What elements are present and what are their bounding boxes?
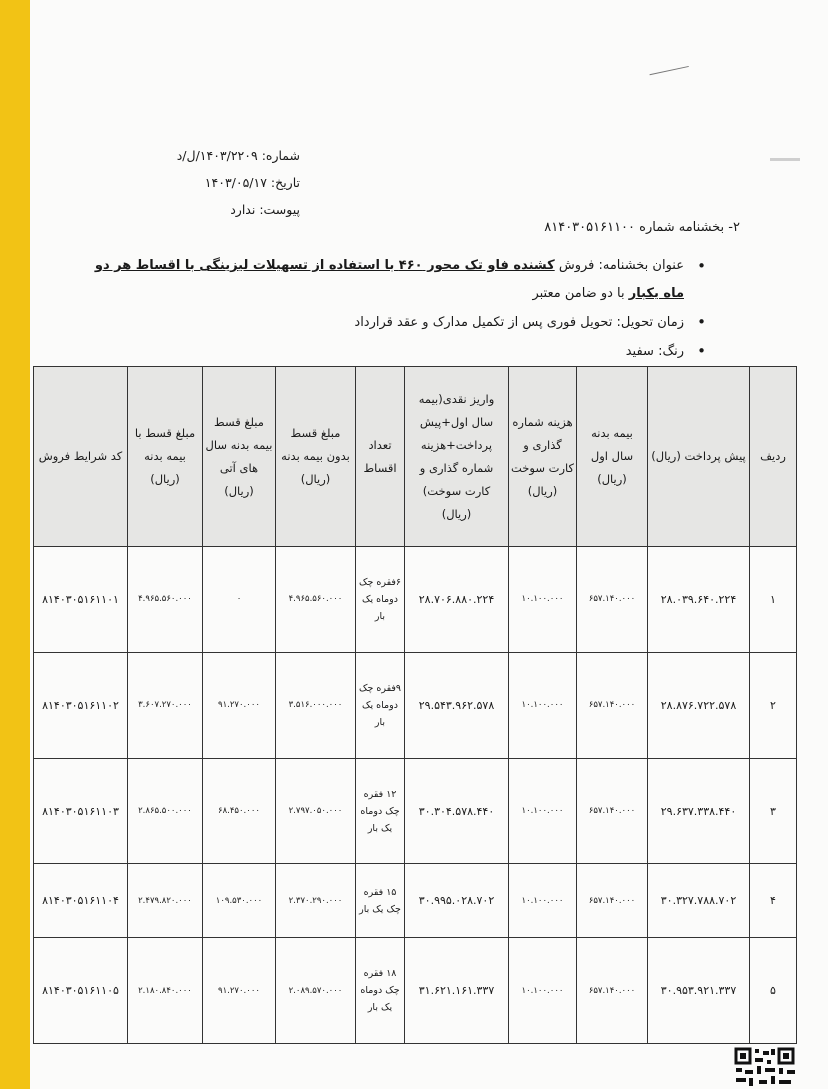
cell-installment-count: ۱۵ فقره چک یک بار xyxy=(356,864,405,938)
table-row xyxy=(34,758,797,864)
cell-plate-fee: ۱۰.۱۰۰.۰۰۰ xyxy=(509,864,577,938)
cell-installment-with-insurance: ۲.۴۷۹.۸۲۰.۰۰۰ xyxy=(128,864,203,938)
color-item: • رنگ: سفید xyxy=(80,337,708,366)
cell-installment-with-insurance: ۳.۶۰۷.۲۷۰.۰۰۰ xyxy=(128,652,203,758)
page-edge-strip xyxy=(0,0,30,1089)
cell-down-payment: ۲۸.۰۳۹.۶۴۰.۲۲۴ xyxy=(648,547,750,653)
cell-installment-no-insurance: ۲.۰۸۹.۵۷۰.۰۰۰ xyxy=(276,938,356,1044)
header-installment-no-insurance: مبلغ قسط بدون بیمه بدنه (ریال) xyxy=(276,367,356,547)
cell-sales-code: ۸۱۴۰۳۰۵۱۶۱۱۰۳ xyxy=(34,758,128,864)
cell-down-payment: ۳۰.۳۲۷.۷۸۸.۷۰۲ xyxy=(648,864,750,938)
table-row xyxy=(34,652,797,758)
cell-cash-deposit: ۳۰.۳۰۴.۵۷۸.۴۴۰ xyxy=(405,758,509,864)
cell-installment-with-insurance: ۲.۸۶۵.۵۰۰.۰۰۰ xyxy=(128,758,203,864)
cell-installment-no-insurance: ۲.۳۷۰.۲۹۰.۰۰۰ xyxy=(276,864,356,938)
cell-down-payment: ۲۸.۸۷۶.۷۲۲.۵۷۸ xyxy=(648,652,750,758)
qr-code-icon xyxy=(733,1046,799,1089)
cell-sales-code: ۸۱۴۰۳۰۵۱۶۱۱۰۵ xyxy=(34,938,128,1044)
cell-down-payment: ۲۹.۶۳۷.۳۳۸.۴۴۰ xyxy=(648,758,750,864)
cell-plate-fee: ۱۰.۱۰۰.۰۰۰ xyxy=(509,547,577,653)
circular-heading: ۲- بخشنامه شماره ۸۱۴۰۳۰۵۱۶۱۱۰۰ xyxy=(544,220,740,235)
cell-installment-future-insurance: ۹۱.۲۷۰.۰۰۰ xyxy=(203,652,276,758)
cell-sales-code: ۸۱۴۰۳۰۵۱۶۱۱۰۴ xyxy=(34,864,128,938)
table-row xyxy=(34,547,797,653)
cell-row-no: ۵ xyxy=(750,938,797,1044)
circular-details xyxy=(80,252,708,366)
header-body-insurance: بیمه بدنه سال اول (ریال) xyxy=(577,367,648,547)
header-row-no: ردیف xyxy=(750,367,797,547)
cell-row-no: ۲ xyxy=(750,652,797,758)
header-installment-count: تعداد اقساط xyxy=(356,367,405,547)
cell-body-insurance: ۶۵۷.۱۴۰.۰۰۰ xyxy=(577,547,648,653)
cell-installment-count: ۹فقره چک دوماه یک بار xyxy=(356,652,405,758)
cell-body-insurance: ۶۵۷.۱۴۰.۰۰۰ xyxy=(577,652,648,758)
cell-installment-future-insurance: ۰ xyxy=(203,547,276,653)
cell-installment-no-insurance: ۴.۹۶۵.۵۶۰.۰۰۰ xyxy=(276,547,356,653)
subject-suffix: با دو ضامن معتبر xyxy=(532,286,625,301)
cell-plate-fee: ۱۰.۱۰۰.۰۰۰ xyxy=(509,652,577,758)
cell-row-no: ۱ xyxy=(750,547,797,653)
cell-installment-with-insurance: ۲.۱۸۰.۸۴۰.۰۰۰ xyxy=(128,938,203,1044)
header-plate-fee: هزینه شماره گذاری و کارت سوخت (ریال) xyxy=(509,367,577,547)
pen-mark xyxy=(650,66,691,83)
letter-number: شماره: ۱۴۰۳/۲۲۰۹/ل/د xyxy=(176,148,300,163)
sales-conditions-table xyxy=(33,366,797,1044)
cell-body-insurance: ۶۵۷.۱۴۰.۰۰۰ xyxy=(577,758,648,864)
cell-body-insurance: ۶۵۷.۱۴۰.۰۰۰ xyxy=(577,938,648,1044)
cell-sales-code: ۸۱۴۰۳۰۵۱۶۱۱۰۱ xyxy=(34,547,128,653)
subject-title: کشنده فاو تک محور ۴۶۰ با استفاده از تسهیلات لیزینگی با اقساط هر دو ماه یکبار xyxy=(94,258,684,301)
cell-installment-future-insurance: ۱۰۹.۵۳۰.۰۰۰ xyxy=(203,864,276,938)
cell-installment-with-insurance: ۴.۹۶۵.۵۶۰.۰۰۰ xyxy=(128,547,203,653)
cell-installment-future-insurance: ۶۸.۴۵۰.۰۰۰ xyxy=(203,758,276,864)
header-cash-deposit: واریز نقدی(بیمه سال اول+پیش پرداخت+هزینه شماره گذاری و کارت سوخت) (ریال) xyxy=(405,367,509,547)
table-row xyxy=(34,864,797,938)
table-header-row xyxy=(34,367,797,547)
cell-installment-count: ۱۸ فقره چک دوماه یک بار xyxy=(356,938,405,1044)
cell-cash-deposit: ۳۰.۹۹۵.۰۲۸.۷۰۲ xyxy=(405,864,509,938)
letter-meta xyxy=(150,142,300,223)
cell-installment-no-insurance: ۲.۷۹۷.۰۵۰.۰۰۰ xyxy=(276,758,356,864)
cell-plate-fee: ۱۰.۱۰۰.۰۰۰ xyxy=(509,758,577,864)
table-row xyxy=(34,938,797,1044)
header-installment-with-insurance: مبلغ قسط با بیمه بدنه (ریال) xyxy=(128,367,203,547)
cell-installment-no-insurance: ۳.۵۱۶.۰۰۰.۰۰۰ xyxy=(276,652,356,758)
header-sales-code: کد شرایط فروش xyxy=(34,367,128,547)
cell-cash-deposit: ۳۱.۶۲۱.۱۶۱.۳۳۷ xyxy=(405,938,509,1044)
delivery-item: • زمان تحویل: تحویل فوری پس از تکمیل مدارک و عقد قرارداد xyxy=(80,308,708,337)
cell-cash-deposit: ۲۹.۵۴۳.۹۶۲.۵۷۸ xyxy=(405,652,509,758)
header-installment-future-insurance: مبلغ قسط بیمه بدنه سال های آتی (ریال) xyxy=(203,367,276,547)
cell-installment-future-insurance: ۹۱.۲۷۰.۰۰۰ xyxy=(203,938,276,1044)
cell-body-insurance: ۶۵۷.۱۴۰.۰۰۰ xyxy=(577,864,648,938)
letter-date: تاریخ: ۱۴۰۳/۰۵/۱۷ xyxy=(204,175,300,190)
subject-item xyxy=(80,252,708,308)
cell-sales-code: ۸۱۴۰۳۰۵۱۶۱۱۰۲ xyxy=(34,652,128,758)
subject-prefix: عنوان بخشنامه: فروش xyxy=(558,258,684,273)
cell-plate-fee: ۱۰.۱۰۰.۰۰۰ xyxy=(509,938,577,1044)
cell-down-payment: ۳۰.۹۵۳.۹۲۱.۳۳۷ xyxy=(648,938,750,1044)
header-down-payment: پیش پرداخت (ریال) xyxy=(648,367,750,547)
cell-installment-count: ۶فقره چک دوماه یک بار xyxy=(356,547,405,653)
smudge-mark xyxy=(770,158,800,161)
cell-row-no: ۳ xyxy=(750,758,797,864)
letter-attachment: پیوست: ندارد xyxy=(230,202,300,217)
cell-cash-deposit: ۲۸.۷۰۶.۸۸۰.۲۲۴ xyxy=(405,547,509,653)
cell-installment-count: ۱۲ فقره چک دوماه یک بار xyxy=(356,758,405,864)
cell-row-no: ۴ xyxy=(750,864,797,938)
